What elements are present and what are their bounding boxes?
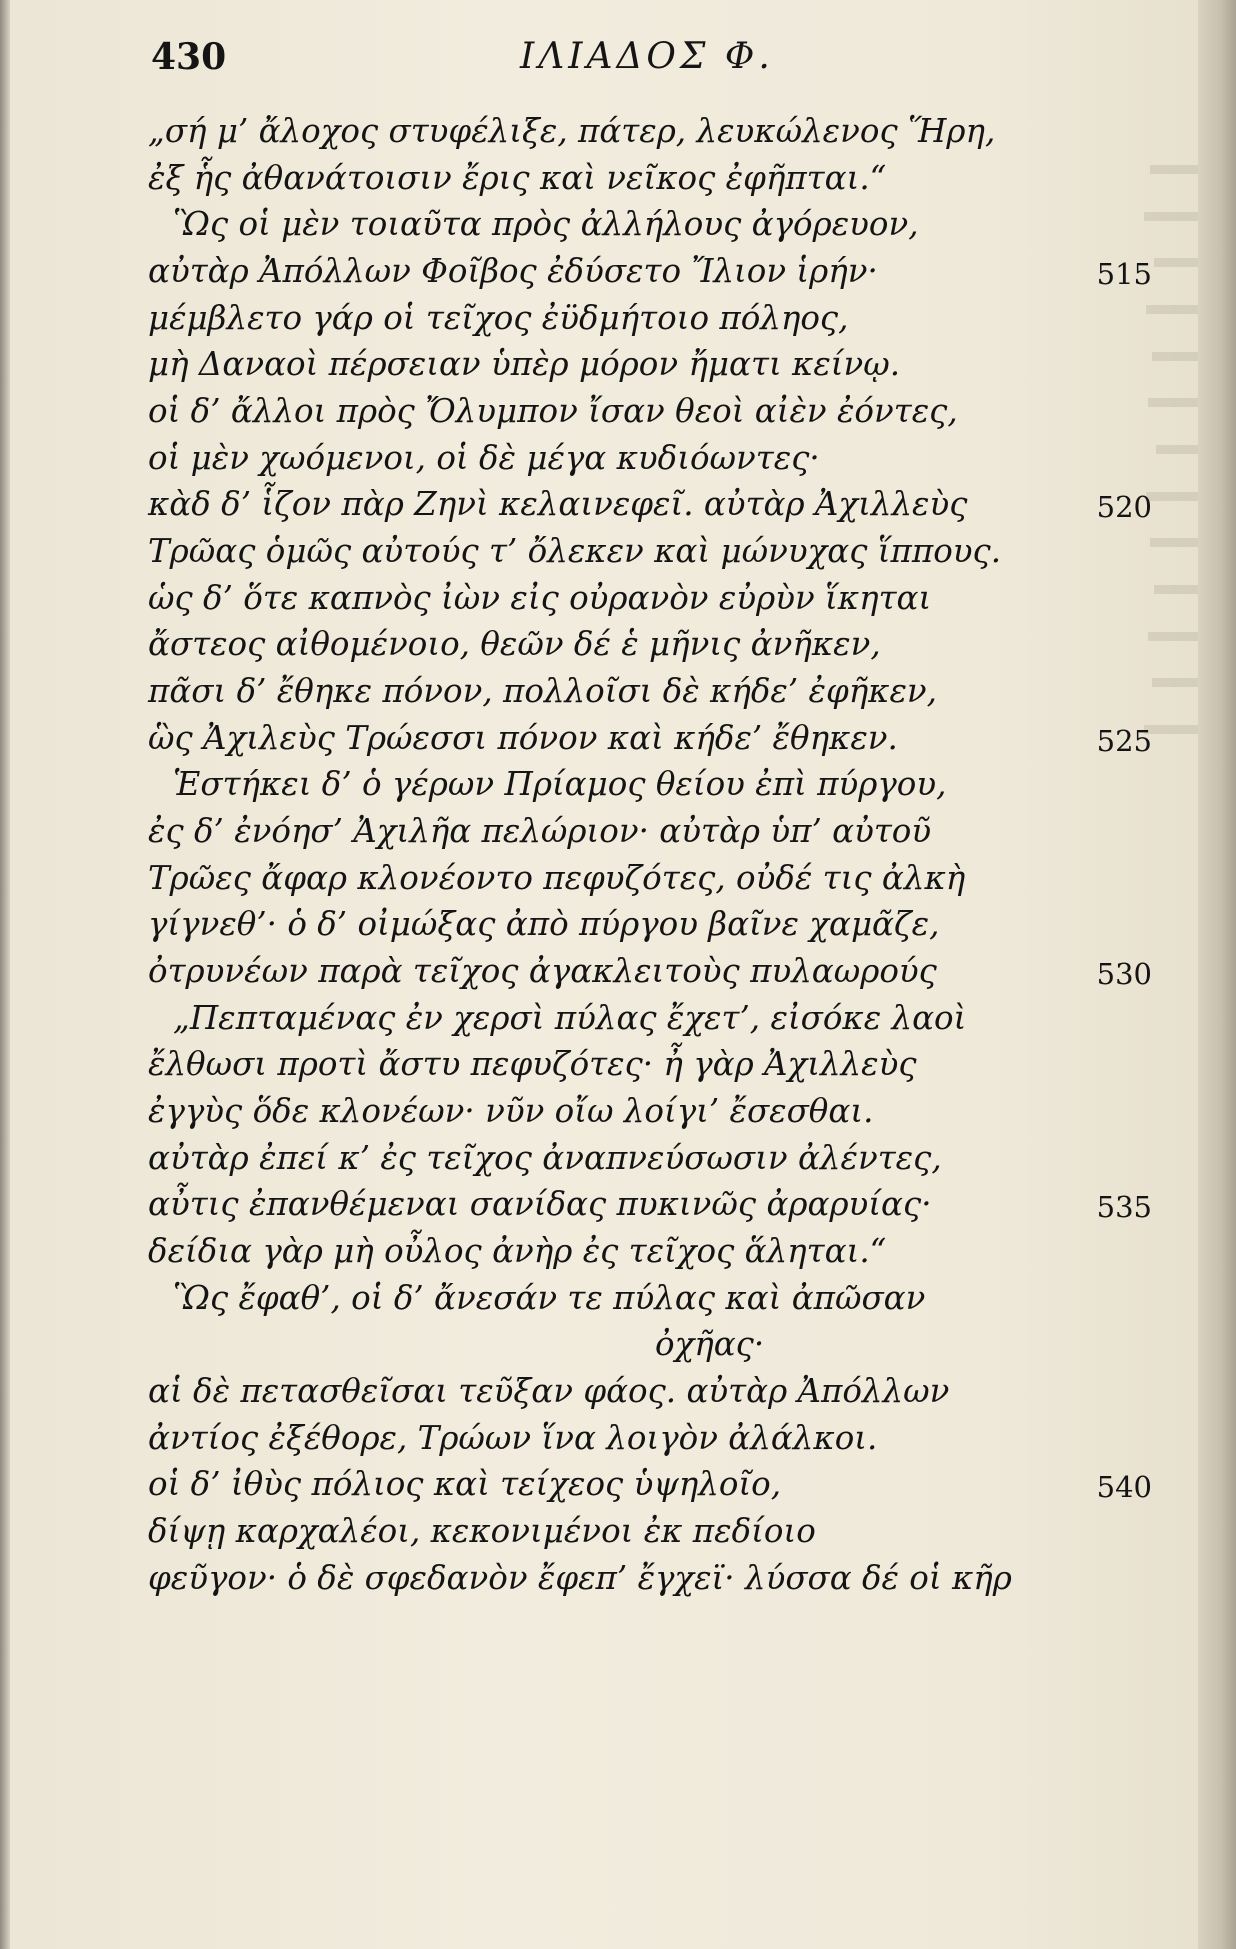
verse-line: αὐτὰρ Ἀπόλλων Φοῖβος ἐδύσετο Ἴλιον ἱρήν· [148, 252, 878, 290]
verse-line: „σή μ’ ἄλοχος στυφέλιξε, πάτερ, λευκώλενος Ἥρη, [148, 112, 996, 150]
running-title: ΙΛΙΑΔΟΣ Φ. [520, 36, 774, 77]
verse-line: ὡς δ’ ὅτε καπνὸς ἰὼν εἰς οὐρανὸν εὐρὺν ἵκηται [148, 579, 932, 617]
verse-line: ὀχῆας· [655, 1325, 765, 1363]
verse-line: αἱ δὲ πετασθεῖσαι τεῦξαν φάος. αὐτὰρ Ἀπόλλων [148, 1372, 950, 1410]
page-right-edge [1198, 0, 1236, 1949]
verse-line: κὰδ δ’ ἷζον πὰρ Ζηνὶ κελαινεφεῖ. αὐτὰρ Ἀχιλλεὺς [148, 485, 968, 523]
line-number: 520 [1096, 490, 1152, 524]
line-number: 535 [1096, 1190, 1152, 1224]
verse-line: Ἑστήκει δ’ ὁ γέρων Πρίαμος θείου ἐπὶ πύργου, [173, 765, 947, 803]
verse-line: ἔλθωσι προτὶ ἄστυ πεφυζότες· ἦ γὰρ Ἀχιλλεὺς [148, 1045, 917, 1083]
verse-line: οἱ μὲν χωόμενοι, οἱ δὲ μέγα κυδιόωντες· [148, 439, 820, 477]
verse-line: μέμβλετο γάρ οἱ τεῖχος ἐϋδμήτοιο πόληος, [148, 299, 849, 337]
verse-line: ἄστεος αἰθομένοιο, θεῶν δέ ἑ μῆνις ἀνῆκεν, [148, 625, 881, 663]
verse-line: δείδια γὰρ μὴ οὖλος ἀνὴρ ἐς τεῖχος ἅληται.“ [148, 1232, 887, 1270]
verse-line: μὴ Δαναοὶ πέρσειαν ὑπὲρ μόρον ἤματι κείνῳ. [148, 345, 901, 383]
page-number: 430 [151, 36, 227, 78]
verse-line: ἐς δ’ ἐνόησ’ Ἀχιλῆα πελώριον· αὐτὰρ ὑπ’ αὐτοῦ [148, 812, 932, 850]
verse-line: γίγνεθ’· ὁ δ’ οἰμώξας ἀπὸ πύργου βαῖνε χαμᾶζε, [148, 905, 940, 943]
verse-line: οἱ δ’ ἄλλοι πρὸς Ὄλυμπον ἴσαν θεοὶ αἰὲν ἐόντες, [148, 392, 958, 430]
line-number: 540 [1096, 1470, 1152, 1504]
verse-line: Τρῶες ἄφαρ κλονέοντο πεφυζότες, οὐδέ τις ἀλκὴ [148, 859, 966, 897]
line-number: 515 [1096, 257, 1152, 291]
verse-line: δίψῃ καρχαλέοι, κεκονιμένοι ἐκ πεδίοιο [148, 1512, 816, 1550]
verse-line: οἱ δ’ ἰθὺς πόλιος καὶ τείχεος ὑψηλοῖο, [148, 1465, 782, 1503]
verse-line: Ὣς οἱ μὲν τοιαῦτα πρὸς ἀλλήλους ἀγόρευον, [173, 205, 919, 243]
verse-line: αὖτις ἐπανθέμεναι σανίδας πυκινῶς ἀραρυίας· [148, 1185, 932, 1223]
verse-line: πᾶσι δ’ ἔθηκε πόνον, πολλοῖσι δὲ κήδε’ ἐφῆκεν, [148, 672, 938, 710]
verse-line: ὣς Ἀχιλεὺς Τρώεσσι πόνον καὶ κήδε’ ἔθηκεν. [148, 719, 898, 757]
verse-line: ἐγγὺς ὅδε κλονέων· νῦν οἴω λοίγι’ ἔσεσθαι. [148, 1092, 874, 1130]
verse-line: αὐτὰρ ἐπεί κ’ ἐς τεῖχος ἀναπνεύσωσιν ἀλέντες, [148, 1139, 942, 1177]
verse-line: ὀτρυνέων παρὰ τεῖχος ἀγακλειτοὺς πυλαωρούς [148, 952, 937, 990]
verse-line: ἐξ ἧς ἀθανάτοισιν ἔρις καὶ νεῖκος ἐφῆπται.“ [148, 159, 887, 197]
verse-line: Ὣς ἔφαθ’, οἱ δ’ ἄνεσάν τε πύλας καὶ ἀπῶσαν [173, 1279, 926, 1317]
page-left-edge [0, 0, 10, 1949]
verse-line: φεῦγον· ὁ δὲ σφεδανὸν ἔφεπ’ ἔγχεϊ· λύσσα δέ οἱ κῆρ [148, 1559, 1012, 1597]
verse-line: ἀντίος ἐξέθορε, Τρώων ἵνα λοιγὸν ἀλάλκοι. [148, 1419, 878, 1457]
verse-line: „Πεπταμένας ἐν χερσὶ πύλας ἔχετ’, εἰσόκε λαοὶ [173, 999, 967, 1037]
verse-line: Τρῶας ὁμῶς αὐτούς τ’ ὄλεκεν καὶ μώνυχας ἵππους. [148, 532, 1002, 570]
line-number: 525 [1096, 724, 1152, 758]
page-header [0, 30, 1236, 90]
line-number: 530 [1096, 957, 1152, 991]
